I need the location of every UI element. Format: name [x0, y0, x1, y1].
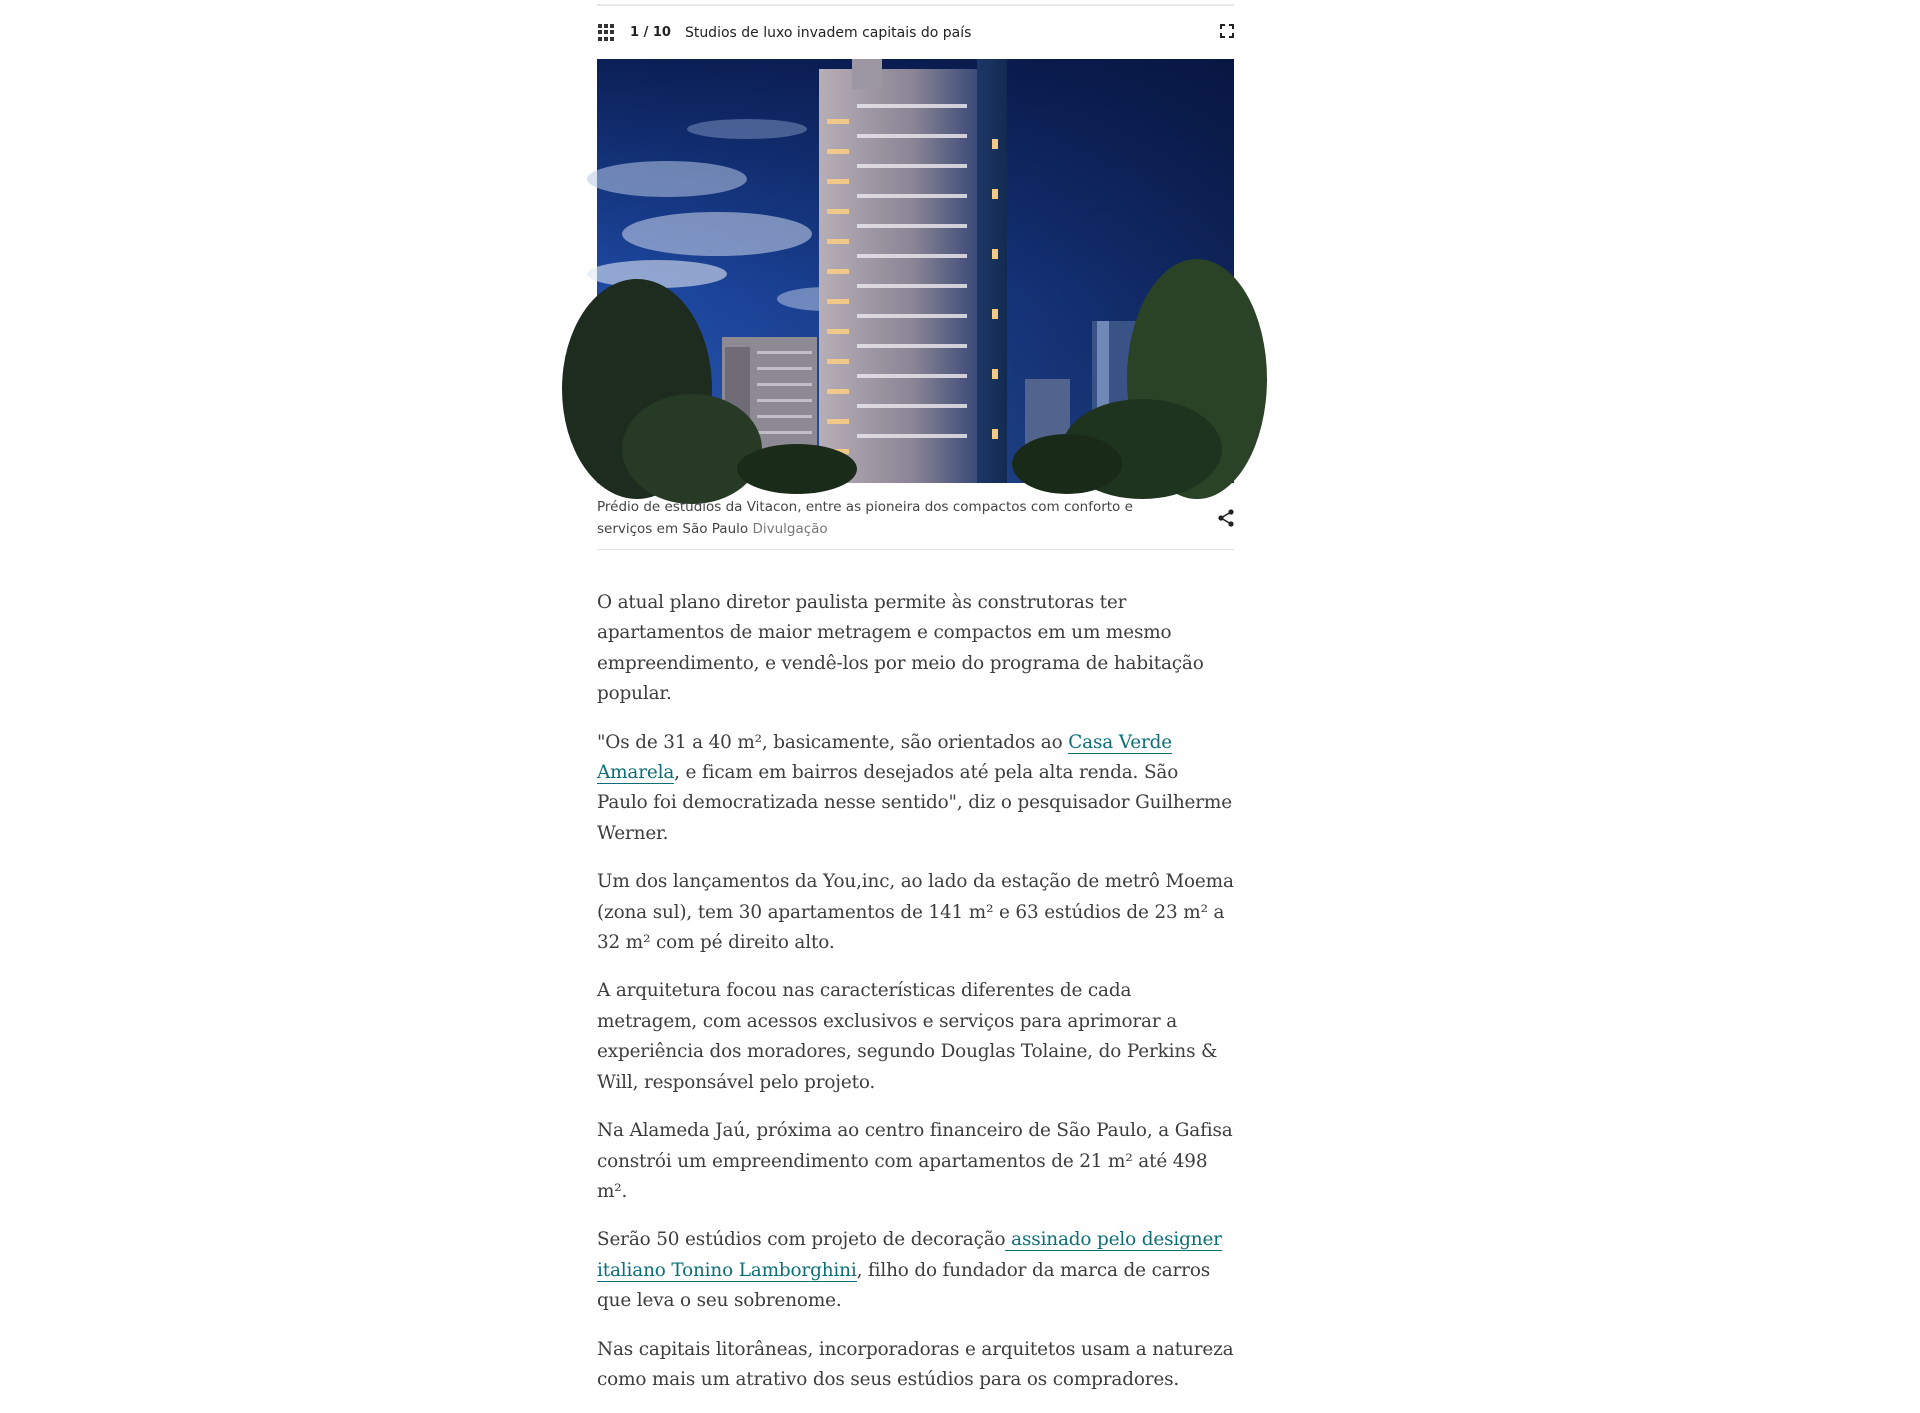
caption-text: Prédio de estúdios da Vitacon, entre as pioneira dos compactos com conforto e serviços em São Paulo: [597, 499, 1133, 537]
photo-credit: Divulgação: [752, 521, 828, 537]
paragraph-text: , e ficam em bairros desejados até pela alta renda. São Paulo foi democratizada nesse sentido", diz o pesquisador Guilherme Werner.: [597, 762, 1232, 844]
fullscreen-icon[interactable]: [1220, 24, 1234, 38]
grid-icon[interactable]: [598, 24, 616, 42]
article-body: [597, 588, 1234, 1395]
paragraph-text: Serão 50 estúdios com projeto de decoração: [597, 1229, 1006, 1251]
paragraph: A arquitetura focou nas características diferentes de cada metragem, com acessos exclusivos e serviços para aprimorar a experiência dos moradores, segundo Douglas Tolaine, do Perkins & Will, responsável pelo projeto.: [597, 980, 1218, 1093]
link-casa-verde-amarela[interactable]: Casa Verde Amarela: [597, 731, 1172, 784]
link-tonino-lamborghini[interactable]: assinado pelo designer italiano Tonino Lamborghini: [597, 1229, 1222, 1281]
gallery-header: [597, 6, 1234, 59]
paragraph: [597, 728, 1234, 850]
paragraph-text: , filho do fundador da marca de carros que leva o seu sobrenome.: [597, 1259, 1211, 1312]
paragraph: Um dos lançamentos da You,inc, ao lado da estação de metrô Moema (zona sul), tem 30 apartamentos de 141 m² e 63 estúdios de 23 m² a 32 m² com pé direito alto.: [597, 871, 1234, 954]
paragraph: Na Alameda Jaú, próxima ao centro financeiro de São Paulo, a Gafisa constrói um empreendimento com apartamentos de 21 m² até 498 m².: [597, 1120, 1233, 1202]
share-icon[interactable]: [1218, 509, 1234, 527]
paragraph: [597, 1225, 1234, 1316]
caption-divider: [597, 549, 1234, 550]
photo-caption: [597, 483, 1234, 549]
gallery-title: Studios de luxo invadem capitais do país: [684, 24, 972, 41]
paragraph: O atual plano diretor paulista permite às construtoras ter apartamentos de maior metragem e compactos em um mesmo empreendimento, e vendê-los por meio do programa de habitação popular.: [597, 592, 1204, 705]
gallery-counter: 1 / 10: [630, 25, 671, 40]
gallery-photo[interactable]: [597, 59, 1234, 483]
paragraph-text: "Os de 31 a 40 m², basicamente, são orientados ao: [597, 731, 1069, 753]
article-column: [597, 0, 1234, 1413]
paragraph: Nas capitais litorâneas, incorporadoras e arquitetos usam a natureza como mais um atrativo dos seus estúdios para os compradores.: [597, 1338, 1234, 1390]
